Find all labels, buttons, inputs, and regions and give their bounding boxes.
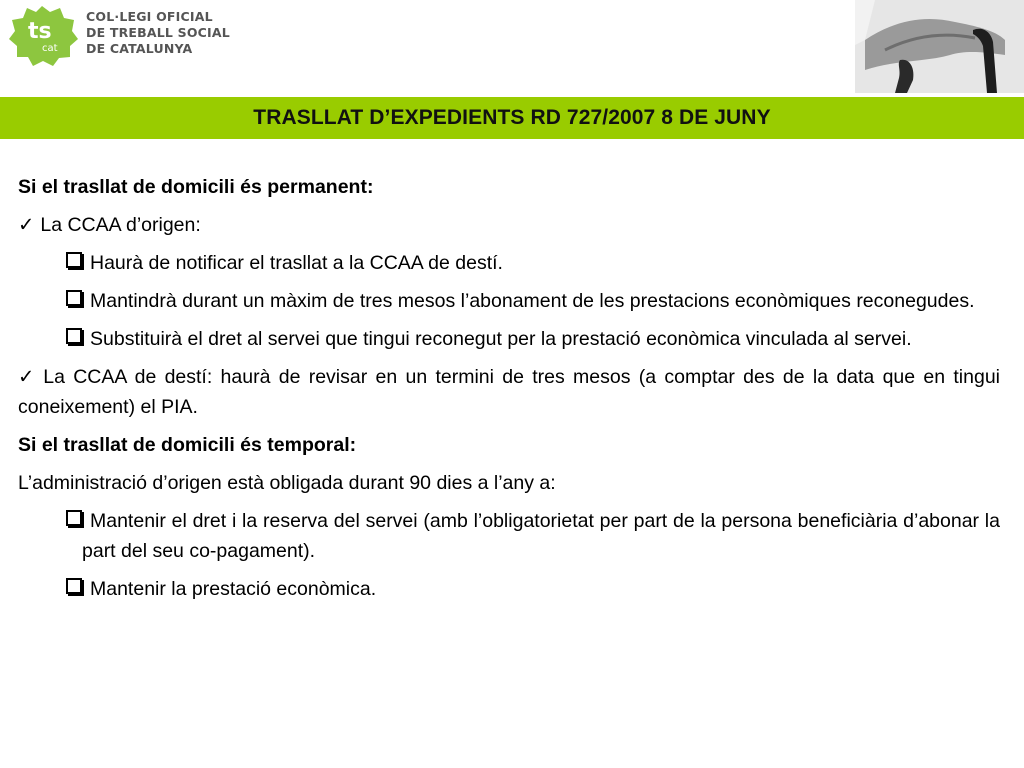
heading-permanent: Si el trasllat de domicili és permanent:	[18, 176, 374, 198]
temp-item-1: Mantenir el dret i la reserva del servei (amb l’obligatorietat per part de la persona beneficiària d’abonar la part del seu co-pagament).	[82, 510, 1000, 562]
destination-text: La CCAA de destí: haurà de revisar en un termini de tres mesos (a comptar des de la data que en tingui coneixement) el PIA.	[18, 366, 1022, 418]
checkbox-bullet-icon	[66, 510, 82, 526]
list-item	[18, 506, 1000, 566]
checkbox-bullet-icon	[66, 252, 82, 268]
content	[18, 172, 1022, 612]
origin-label: La CCAA d’origen:	[40, 214, 201, 236]
temp-item-2: Mantenir la prestació econòmica.	[90, 578, 377, 600]
heading-temporary: Si el trasllat de domicili és temporal:	[18, 434, 357, 456]
list-item	[18, 286, 1000, 316]
checkbox-bullet-icon	[66, 328, 82, 344]
temporary-intro: L’administració d’origen està obligada durant 90 dies a l’any a:	[18, 472, 556, 494]
org-line-1: COL·LEGI OFICIAL	[86, 9, 213, 24]
college-logo	[6, 4, 78, 66]
list-item	[18, 248, 1000, 278]
title-bar	[0, 97, 1024, 139]
check-icon: ✓	[18, 366, 38, 388]
org-name	[86, 9, 266, 57]
org-line-2: DE TREBALL SOCIAL	[86, 25, 230, 40]
origin-item-3: Substituirà el dret al servei que tingui reconegut per la prestació econòmica vinculada al servei.	[90, 328, 912, 350]
checkbox-bullet-icon	[66, 578, 82, 594]
page-title: TRASLLAT D’EXPEDIENTS RD 727/2007 8 DE JUNY	[253, 106, 771, 129]
destination-line	[18, 362, 1022, 422]
header	[0, 0, 1024, 95]
origin-line	[18, 210, 1000, 240]
org-line-3: DE CATALUNYA	[86, 41, 193, 56]
check-icon: ✓	[18, 214, 35, 236]
origin-item-2: Mantindrà durant un màxim de tres mesos l’abonament de les prestacions econòmiques reconegudes.	[90, 290, 975, 312]
list-item	[18, 324, 1000, 354]
hand-cane-photo	[855, 0, 1024, 93]
origin-item-1: Haurà de notificar el trasllat a la CCAA de destí.	[90, 252, 503, 274]
logo-text: cat	[42, 43, 58, 54]
svg-text:ts: ts	[28, 19, 52, 44]
list-item	[18, 574, 1000, 604]
checkbox-bullet-icon	[66, 290, 82, 306]
